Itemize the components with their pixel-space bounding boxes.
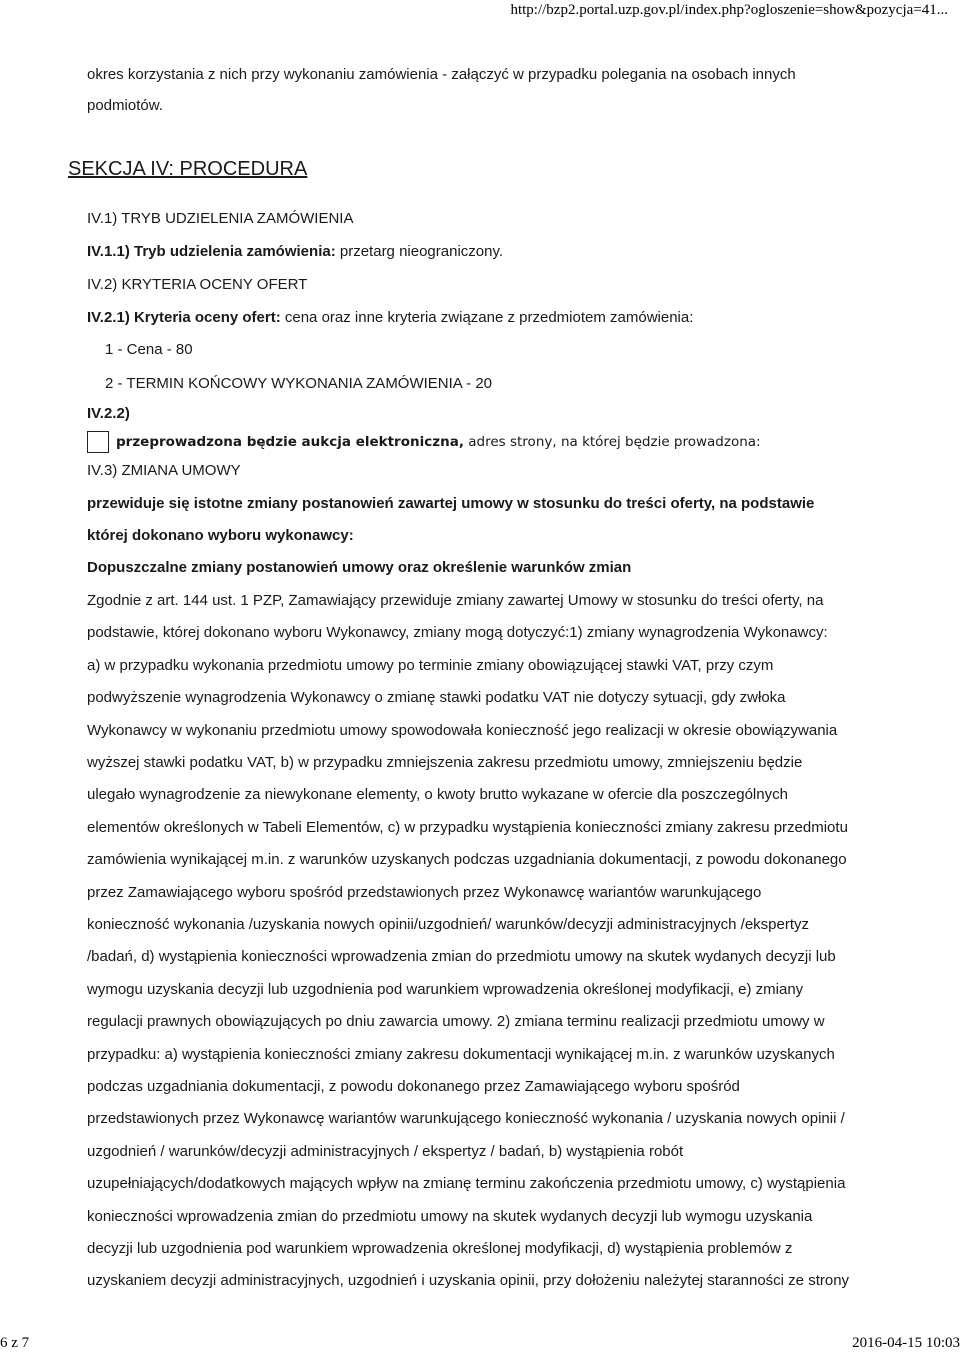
body-line: uzupełniających/dodatkowych mających wpływ na zmianę terminu zakończenia przedmiotu umowy, c) wystąpienia	[87, 1175, 846, 1192]
body-line: /badań, d) wystąpienia konieczności wprowadzenia zmian do przedmiotu umowy na skutek wydanych decyzji lub	[87, 948, 836, 965]
iv11-value: przetarg nieograniczony.	[339, 243, 504, 260]
body-line: przypadku: a) wystąpienia konieczności zmiany zakresu dokumentacji wynikającej m.in. z warunków uzyskanych	[87, 1046, 835, 1063]
body-line: regulacji prawnych obowiązujących po dniu zawarcia umowy. 2) zmiana terminu realizacji przedmiotu umowy w	[87, 1013, 825, 1030]
body-line: elementów określonych w Tabeli Elementów, c) w przypadku wystąpienia konieczności zmiany zakresu przedmiotu	[87, 819, 848, 836]
iv1-heading: IV.1) TRYB UDZIELENIA ZAMÓWIENIA	[87, 210, 354, 227]
iv21-label: IV.2.1) Kryteria oceny ofert:	[87, 309, 281, 326]
auction-checkbox[interactable]	[87, 431, 109, 453]
body-line: decyzji lub uzgodnienia pod warunkiem wprowadzenia określonej modyfikacji, d) wystąpienia problemów z	[87, 1240, 793, 1257]
auction-bold: przeprowadzona będzie aukcja elektroniczna,	[116, 434, 464, 450]
auction-rest: adres strony, na której będzie prowadzona:	[468, 434, 761, 450]
auction-row	[116, 434, 761, 450]
iv22-label: IV.2.2)	[87, 405, 130, 422]
change-bold-3: Dopuszczalne zmiany postanowień umowy oraz określenie warunków zmian	[87, 559, 632, 576]
body-line: wyższej stawki podatku VAT, b) w przypadku zmniejszenia zakresu przedmiotu umowy, zmniejszeniu będzie	[87, 754, 803, 771]
intro-line-2: podmiotów.	[87, 97, 163, 114]
body-line: zamówienia wynikającej m.in. z warunków uzyskanych podczas uzgadniania dokumentacji, z powodu dokonanego	[87, 851, 847, 868]
section-title: SEKCJA IV: PROCEDURA	[68, 158, 308, 180]
body-line: uzyskaniem decyzji administracyjnych, uzgodnień i uzyskania opinii, przy dołożeniu należytej staranności ze strony	[87, 1272, 850, 1289]
change-bold-1: przewiduje się istotne zmiany postanowień zawartej umowy w stosunku do treści oferty, na podstawie	[87, 495, 815, 512]
criterion-1: 1 - Cena - 80	[105, 341, 193, 358]
body-line: przedstawionych przez Wykonawcę wariantów warunkującego konieczność wykonania / uzyskania nowych opinii /	[87, 1110, 845, 1127]
intro-line-1: okres korzystania z nich przy wykonaniu zamówienia - załączyć w przypadku polegania na osobach innych	[87, 66, 796, 83]
iv21-row	[87, 309, 693, 326]
body-line: przez Zamawiającego wyboru spośród przedstawionych przez Wykonawcę wariantów warunkującego	[87, 884, 762, 901]
iv11-label: IV.1.1) Tryb udzielenia zamówienia:	[87, 243, 336, 260]
criterion-2: 2 - TERMIN KOŃCOWY WYKONANIA ZAMÓWIENIA - 20	[105, 375, 492, 392]
body-line: podstawie, której dokonano wyboru Wykonawcy, zmiany mogą dotyczyć:1) zmiany wynagrodzenia Wykonawcy:	[87, 624, 828, 641]
iv2-heading: IV.2) KRYTERIA OCENY OFERT	[87, 276, 308, 293]
body-line: podwyższenie wynagrodzenia Wykonawcy o zmianę stawki podatku VAT nie dotyczy sytuacji, gdy zwłoka	[87, 689, 786, 706]
body-line: konieczność wykonania /uzyskania nowych opinii/uzgodnień/ warunków/decyzji administracyjnych /ekspertyz	[87, 916, 810, 933]
body-line: ulegało wynagrodzenie za niewykonane elementy, o kwoty brutto wykazane w ofercie dla poszczególnych	[87, 786, 788, 803]
change-bold-2: której dokonano wyboru wykonawcy:	[87, 527, 354, 544]
body-line: a) w przypadku wykonania przedmiotu umowy po terminie zmiany obowiązującej stawki VAT, przy czym	[87, 657, 774, 674]
page-url: http://bzp2.portal.uzp.gov.pl/index.php?ogloszenie=show&pozycja=41...	[510, 2, 948, 18]
body-line: wymogu uzyskania decyzji lub uzgodnienia pod warunkiem wprowadzenia określonej modyfikacji, e) zmiany	[87, 981, 804, 998]
body-line: podczas uzgadniania dokumentacji, z powodu dokonanego przez Zamawiającego wyboru spośród	[87, 1078, 740, 1095]
body-line: Wykonawcy w wykonaniu przedmiotu umowy spowodowała konieczność jego realizacji w okresie obowiązywania	[87, 722, 838, 739]
body-line: uzgodnień / warunków/decyzji administracyjnych / ekspertyz / badań, b) wystąpienia robót	[87, 1143, 684, 1160]
body-line: konieczności wprowadzenia zmian do przedmiotu umowy na skutek wydanych decyzji lub wymogu uzyskania	[87, 1208, 813, 1225]
page-number: 6 z 7	[0, 1335, 30, 1351]
print-datetime: 2016-04-15 10:03	[852, 1335, 960, 1351]
iv11-row	[87, 243, 503, 260]
iv3-heading: IV.3) ZMIANA UMOWY	[87, 462, 241, 479]
body-line: Zgodnie z art. 144 ust. 1 PZP, Zamawiający przewiduje zmiany zawartej Umowy w stosunku do treści oferty, na	[87, 592, 824, 609]
iv21-value: cena oraz inne kryteria związane z przedmiotem zamówienia:	[284, 309, 694, 326]
